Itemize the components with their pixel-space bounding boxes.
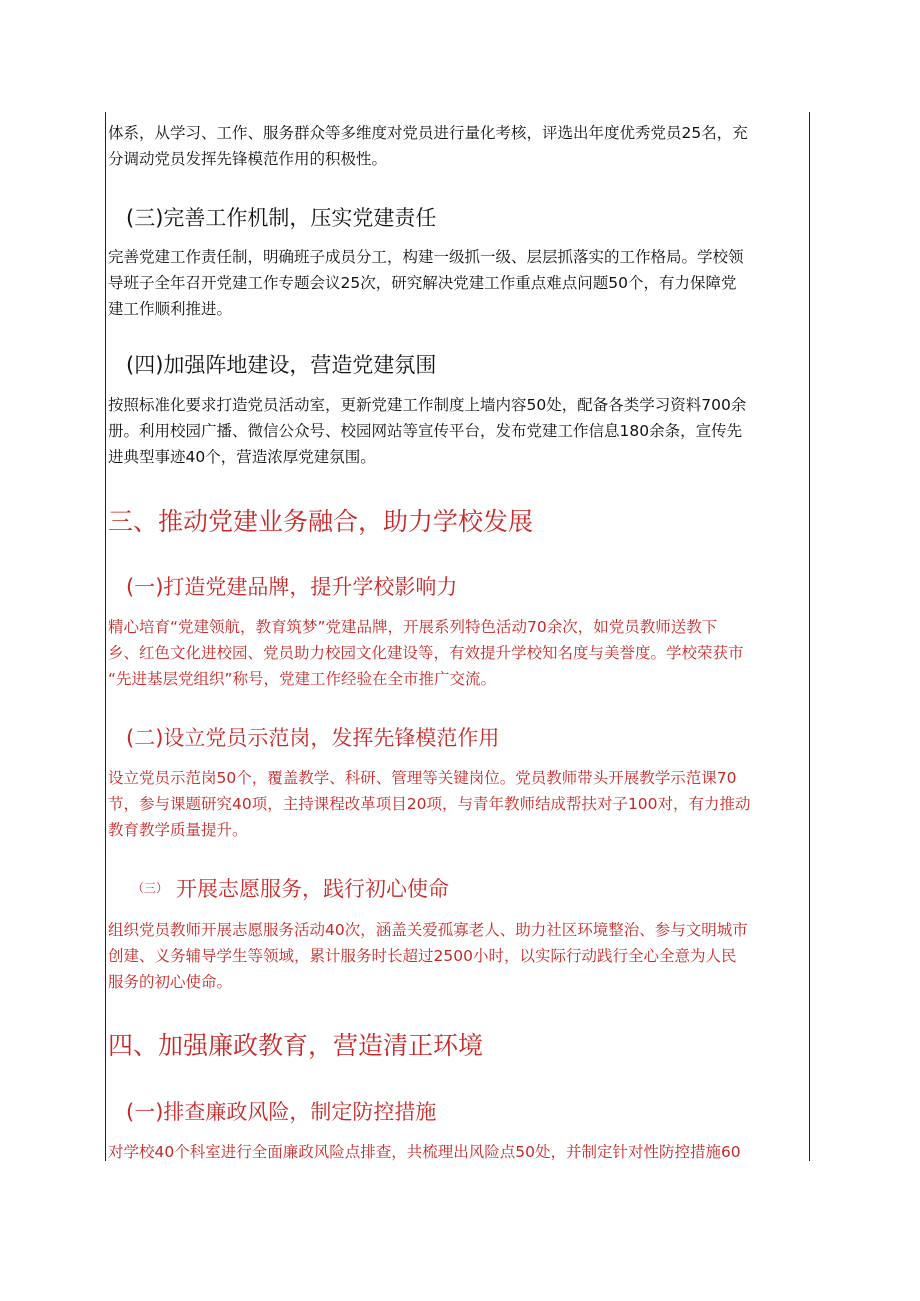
paragraph-line: 乡、红色文化进校园、党员助力校园文化建设等，有效提升学校知名度与美誉度。学校荣获市 <box>108 644 744 662</box>
paragraph-line: 教育教学质量提升。 <box>108 821 248 839</box>
paragraph-line: 进典型事迹40个，营造浓厚党建氛围。 <box>108 448 376 466</box>
paragraph-line: 节，参与课题研究40项，主持课程改革项目20项，与青年教师结成帮扶对子100对，有力推动 <box>108 795 751 813</box>
paragraph-line: 设立党员示范岗50个，覆盖教学、科研、管理等关键岗位。党员教师带头开展教学示范课70 <box>108 769 737 787</box>
paragraph-line: 服务的初心使命。 <box>108 973 233 991</box>
subheading-prefix: （三） <box>132 881 169 895</box>
section-heading-three: 三、推动党建业务融合，助力学校发展 <box>108 507 534 536</box>
subheading-integrity-risk: (一)排查廉政风险，制定防控措施 <box>126 1100 437 1124</box>
subheading-model-posts: (二)设立党员示范岗，发挥先锋模范作用 <box>126 726 500 750</box>
subheading-party-brand: (一)打造党建品牌，提升学校影响力 <box>126 575 458 599</box>
paragraph-line: 按照标准化要求打造党员活动室，更新党建工作制度上墙内容50处，配备各类学习资料700余 <box>108 396 747 414</box>
paragraph-line: 创建、义务辅导学生等领域，累计服务时长超过2500小时，以实际行动践行全心全意为人民 <box>108 947 737 965</box>
section-heading-four: 四、加强廉政教育，营造清正环境 <box>108 1031 484 1060</box>
paragraph-line: 组织党员教师开展志愿服务活动40次，涵盖关爱孤寡老人、助力社区环境整治、参与文明城市 <box>108 921 748 939</box>
paragraph-line: 对学校40个科室进行全面廉政风险点排查，共梳理出风险点50处，并制定针对性防控措施60 <box>108 1143 741 1161</box>
subheading-volunteer-service: 开展志愿服务，践行初心使命 <box>176 877 449 901</box>
paragraph-line: 精心培育“党建领航，教育筑梦”党建品牌，开展系列特色活动70余次，如党员教师送教下 <box>108 618 718 636</box>
paragraph-line: 建工作顺利推进。 <box>108 300 233 318</box>
paragraph-line: 册。利用校园广播、微信公众号、校园网站等宣传平台，发布党建工作信息180余条，宣传先 <box>108 422 743 440</box>
paragraph-line: 导班子全年召开党建工作专题会议25次，研究解决党建工作重点难点问题50个，有力保障党 <box>108 274 737 292</box>
intro-line-1: 体系，从学习、工作、服务群众等多维度对党员进行量化考核，评选出年度优秀党员25名，充 <box>108 124 748 142</box>
subheading-work-mechanism: (三)完善工作机制，压实党建责任 <box>126 206 437 230</box>
paragraph-line: 完善党建工作责任制，明确班子成员分工，构建一级抓一级、层层抓落实的工作格局。学校领 <box>108 248 744 266</box>
paragraph-line: “先进基层党组织”称号，党建工作经验在全市推广交流。 <box>108 670 497 688</box>
intro-line-2: 分调动党员发挥先锋模范作用的积极性。 <box>108 150 388 168</box>
subheading-position-building: (四)加强阵地建设，营造党建氛围 <box>126 353 437 377</box>
